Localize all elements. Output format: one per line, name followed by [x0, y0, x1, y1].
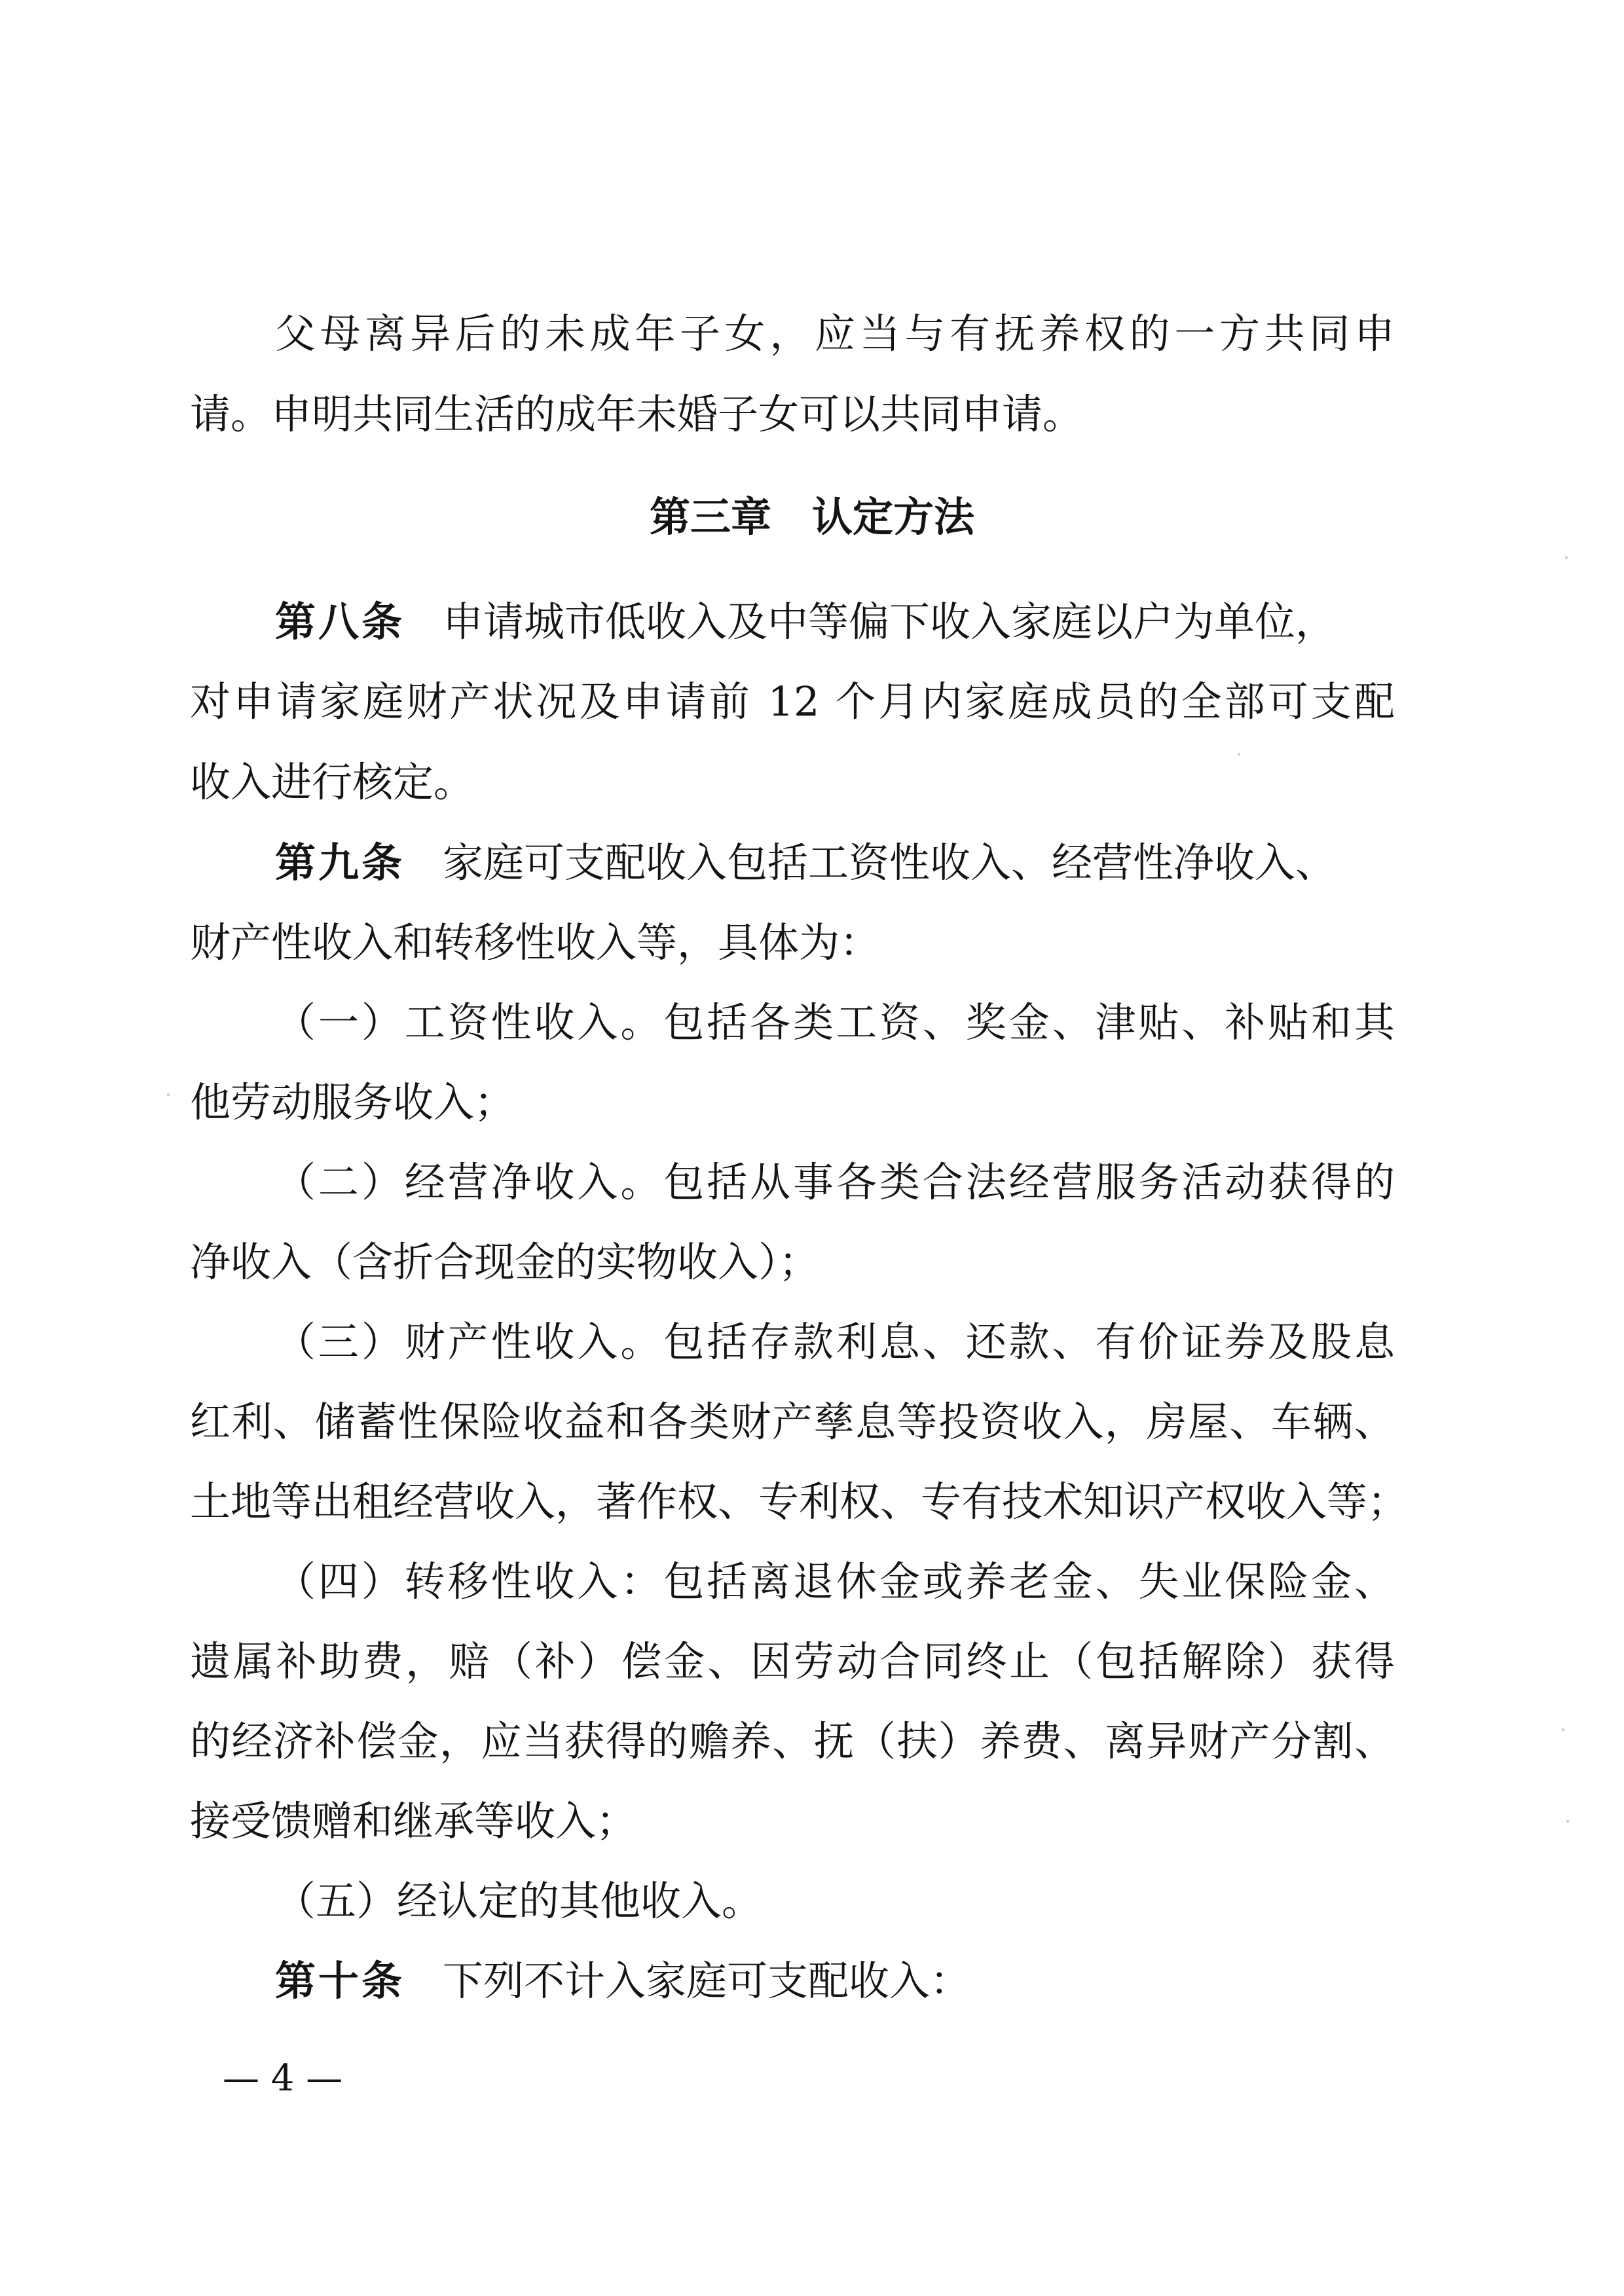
item-4-line-4: 接受馈赠和继承等收入； [190, 1797, 637, 1845]
article-10-text-1: 下列不计入家庭可支配收入： [443, 1957, 971, 2005]
item-1-line-1: （一）工资性收入。包括各类工资、奖金、津贴、补贴和其 [275, 998, 1395, 1046]
page-number: — 4 — [223, 2057, 343, 2100]
scan-speck [1565, 556, 1568, 559]
article-8-line-2: 对申请家庭财产状况及申请前 12 个月内家庭成员的全部可支配 [190, 678, 1395, 725]
item-2-line-2: 净收入（含折合现金的实物收入）； [190, 1238, 820, 1286]
item-5-line-1: （五）经认定的其他收入。 [275, 1877, 763, 1925]
article-8-line-3: 收入进行核定。 [190, 758, 475, 806]
item-3-line-2: 红利、储蓄性保险收益和各类财产孳息等投资收入，房屋、车辆、 [190, 1398, 1395, 1446]
article-8-line-1 [275, 596, 1395, 648]
item-2-line-1: （二）经营净收入。包括从事各类合法经营服务活动获得的 [275, 1158, 1395, 1206]
chapter-heading-number: 第三章 [649, 493, 771, 541]
paragraph-1-line-1: 父母离异后的未成年子女，应当与有抚养权的一方共同申 [275, 310, 1395, 357]
scan-speck [1562, 1728, 1564, 1731]
item-1-line-2: 他劳动服务收入； [190, 1078, 515, 1126]
scan-speck [167, 1093, 170, 1096]
paragraph-1-line-2: 请。申明共同生活的成年未婚子女可以共同申请。 [190, 390, 1084, 438]
item-4-line-2: 遗属补助费，赔（补）偿金、因劳动合同终止（包括解除）获得 [190, 1637, 1395, 1685]
article-9-line-2: 财产性收入和转移性收入等，具体为： [190, 919, 881, 966]
article-8-label: 第八条 [275, 598, 405, 646]
scan-speck [1238, 753, 1240, 756]
article-8-text-1: 申请城市低收入及中等偏下收入家庭以户为单位， [443, 598, 1337, 646]
article-10-label: 第十条 [275, 1957, 405, 2005]
article-9-text-1: 家庭可支配收入包括工资性收入、经营性净收入、 [443, 839, 1337, 886]
article-10-line-1 [275, 1955, 1395, 2007]
item-4-line-3: 的经济补偿金，应当获得的赡养、抚（扶）养费、离异财产分割、 [190, 1717, 1395, 1765]
item-3-line-3: 土地等出租经营收入，著作权、专利权、专有技术知识产权收入等； [190, 1478, 1409, 1525]
chapter-heading [0, 491, 1624, 543]
chapter-heading-title: 认定方法 [812, 493, 975, 541]
item-4-line-1: （四）转移性收入：包括离退休金或养老金、失业保险金、 [275, 1558, 1395, 1605]
article-9-label: 第九条 [275, 839, 405, 886]
item-3-line-1: （三）财产性收入。包括存款利息、还款、有价证券及股息 [275, 1318, 1395, 1366]
article-9-line-1 [275, 837, 1395, 889]
scan-speck [1566, 1820, 1569, 1823]
